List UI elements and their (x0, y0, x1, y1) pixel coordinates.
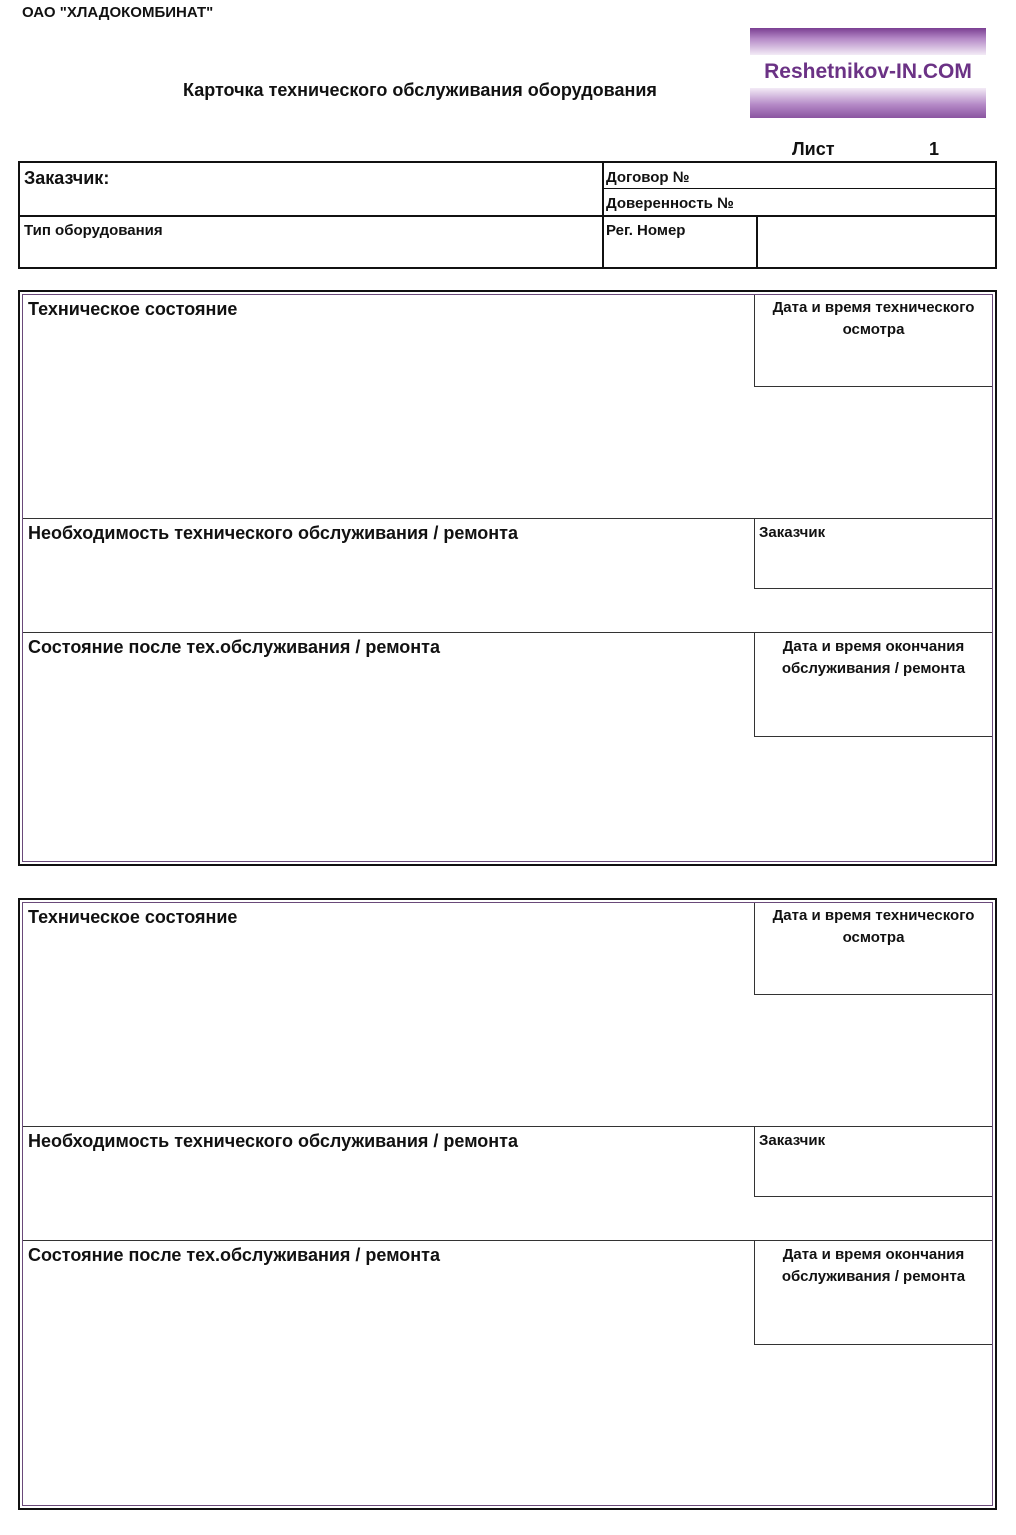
logo (750, 28, 986, 118)
maintenance-section-1 (18, 290, 997, 866)
customer-box (754, 1127, 992, 1197)
customer-sign-label: Заказчик (759, 524, 826, 541)
company-name: ОАО "ХЛАДОКОМБИНАТ" (22, 4, 214, 21)
logo-text: Reshetnikov-IN.COM (764, 60, 972, 83)
page-title: Карточка технического обслуживания оборудования (183, 80, 657, 100)
inspection-datetime-label: Дата и время технического осмотра (772, 299, 975, 338)
end-datetime-label: Дата и время окончания обслуживания / ремонта (781, 638, 966, 677)
reg-number-label: Рег. Номер (606, 222, 686, 239)
end-datetime-box (754, 1241, 992, 1345)
tech-state-label: Техническое состояние (28, 907, 238, 927)
sheet-number: 1 (929, 139, 940, 159)
logo-band-top (750, 28, 986, 55)
end-datetime-label: Дата и время окончания обслуживания / ремонта (781, 1246, 966, 1285)
inspection-datetime-box (754, 295, 992, 387)
logo-band-bottom (750, 88, 986, 118)
header-table (18, 161, 997, 269)
need-service-label: Необходимость технического обслуживания / ремонта (28, 1131, 518, 1151)
inspection-datetime-label: Дата и время технического осмотра (772, 907, 975, 946)
contract-label: Договор № (606, 169, 690, 186)
maintenance-section-2 (18, 898, 997, 1510)
sheet-label: Лист (792, 139, 835, 159)
state-after-label: Состояние после тех.обслуживания / ремонта (28, 1245, 440, 1265)
equipment-type-label: Тип оборудования (24, 222, 163, 239)
tech-state-label: Техническое состояние (28, 299, 238, 319)
end-datetime-box (754, 633, 992, 737)
need-service-label: Необходимость технического обслуживания / ремонта (28, 523, 518, 543)
state-after-label: Состояние после тех.обслуживания / ремонта (28, 637, 440, 657)
inspection-datetime-box (754, 903, 992, 995)
power-of-attorney-label: Доверенность № (606, 195, 734, 212)
customer-label: Заказчик: (24, 168, 110, 188)
customer-box (754, 519, 992, 589)
customer-sign-label: Заказчик (759, 1132, 826, 1149)
